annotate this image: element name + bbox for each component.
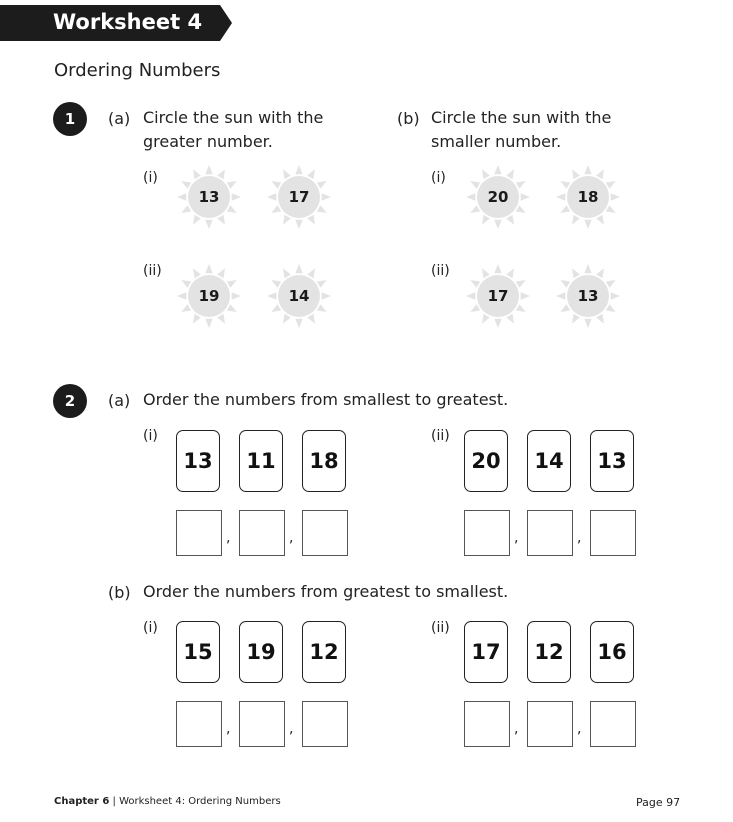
number-card: 16	[590, 621, 634, 683]
answer-box[interactable]	[302, 510, 348, 556]
separator-comma: ,	[577, 530, 582, 546]
footer-chapter-number: Chapter 6	[54, 796, 110, 807]
number-card: 14	[527, 430, 571, 492]
question-2-badge: 2	[53, 384, 87, 418]
number-card: 15	[176, 621, 220, 683]
number-card: 12	[302, 621, 346, 683]
q1b-instruction-line1: Circle the sun with the	[431, 108, 612, 127]
separator-comma: ,	[577, 721, 582, 737]
q2a-set2-label: (ii)	[431, 428, 450, 444]
q1b-instruction-line2: smaller number.	[431, 132, 562, 151]
number-card: 18	[302, 430, 346, 492]
footer-divider: |	[112, 796, 116, 807]
sun-option[interactable]	[263, 260, 335, 332]
sun-number: 17	[487, 287, 509, 305]
answer-box[interactable]	[302, 701, 348, 747]
number-card: 20	[464, 430, 508, 492]
answer-box[interactable]	[527, 701, 573, 747]
number-card: 11	[239, 430, 283, 492]
sun-number: 19	[198, 287, 220, 305]
sun-option[interactable]	[462, 260, 534, 332]
number-card: 17	[464, 621, 508, 683]
answer-box[interactable]	[464, 701, 510, 747]
number-card: 12	[527, 621, 571, 683]
separator-comma: ,	[289, 530, 294, 546]
answer-box[interactable]	[590, 701, 636, 747]
answer-box[interactable]	[239, 701, 285, 747]
q2b-set2-label: (ii)	[431, 620, 450, 636]
q2a-instruction: Order the numbers from smallest to greatest.	[143, 390, 509, 409]
q1a-instruction-line1: Circle the sun with the	[143, 108, 324, 127]
answer-box[interactable]	[176, 701, 222, 747]
footer-worksheet-title: Worksheet 4: Ordering Numbers	[119, 796, 281, 807]
worksheet-title: Worksheet 4	[53, 10, 203, 34]
sun-option[interactable]	[552, 260, 624, 332]
q1b-label: (b)	[397, 109, 420, 128]
answer-box[interactable]	[590, 510, 636, 556]
answer-box[interactable]	[239, 510, 285, 556]
sun-option[interactable]	[462, 161, 534, 233]
sun-number: 13	[577, 287, 599, 305]
q2a-label: (a)	[108, 391, 131, 410]
number-card: 19	[239, 621, 283, 683]
separator-comma: ,	[514, 530, 519, 546]
separator-comma: ,	[514, 721, 519, 737]
sun-option[interactable]	[552, 161, 624, 233]
q2b-instruction: Order the numbers from greatest to smallest.	[143, 582, 509, 601]
q2a-set1-label: (i)	[143, 428, 158, 444]
answer-box[interactable]	[176, 510, 222, 556]
sun-option[interactable]	[263, 161, 335, 233]
sun-number: 18	[577, 188, 599, 206]
sun-option[interactable]	[173, 161, 245, 233]
q2b-set1-label: (i)	[143, 620, 158, 636]
answer-box[interactable]	[527, 510, 573, 556]
q1b-row1-label: (i)	[431, 170, 446, 186]
answer-box[interactable]	[464, 510, 510, 556]
q1a-row1-label: (i)	[143, 170, 158, 186]
page-number: Page 97	[636, 796, 681, 809]
q1a-label: (a)	[108, 109, 131, 128]
q2b-label: (b)	[108, 583, 131, 602]
separator-comma: ,	[289, 721, 294, 737]
sun-number: 17	[288, 188, 310, 206]
sun-number: 20	[487, 188, 509, 206]
q1b-row2-label: (ii)	[431, 263, 450, 279]
number-card: 13	[590, 430, 634, 492]
q1a-instruction-line2: greater number.	[143, 132, 273, 151]
section-heading: Ordering Numbers	[54, 60, 221, 81]
sun-option[interactable]	[173, 260, 245, 332]
q1a-row2-label: (ii)	[143, 263, 162, 279]
question-1-badge: 1	[53, 102, 87, 136]
sun-number: 13	[198, 188, 220, 206]
number-card: 13	[176, 430, 220, 492]
separator-comma: ,	[226, 721, 231, 737]
sun-number: 14	[288, 287, 310, 305]
separator-comma: ,	[226, 530, 231, 546]
footer-chapter	[54, 796, 281, 807]
